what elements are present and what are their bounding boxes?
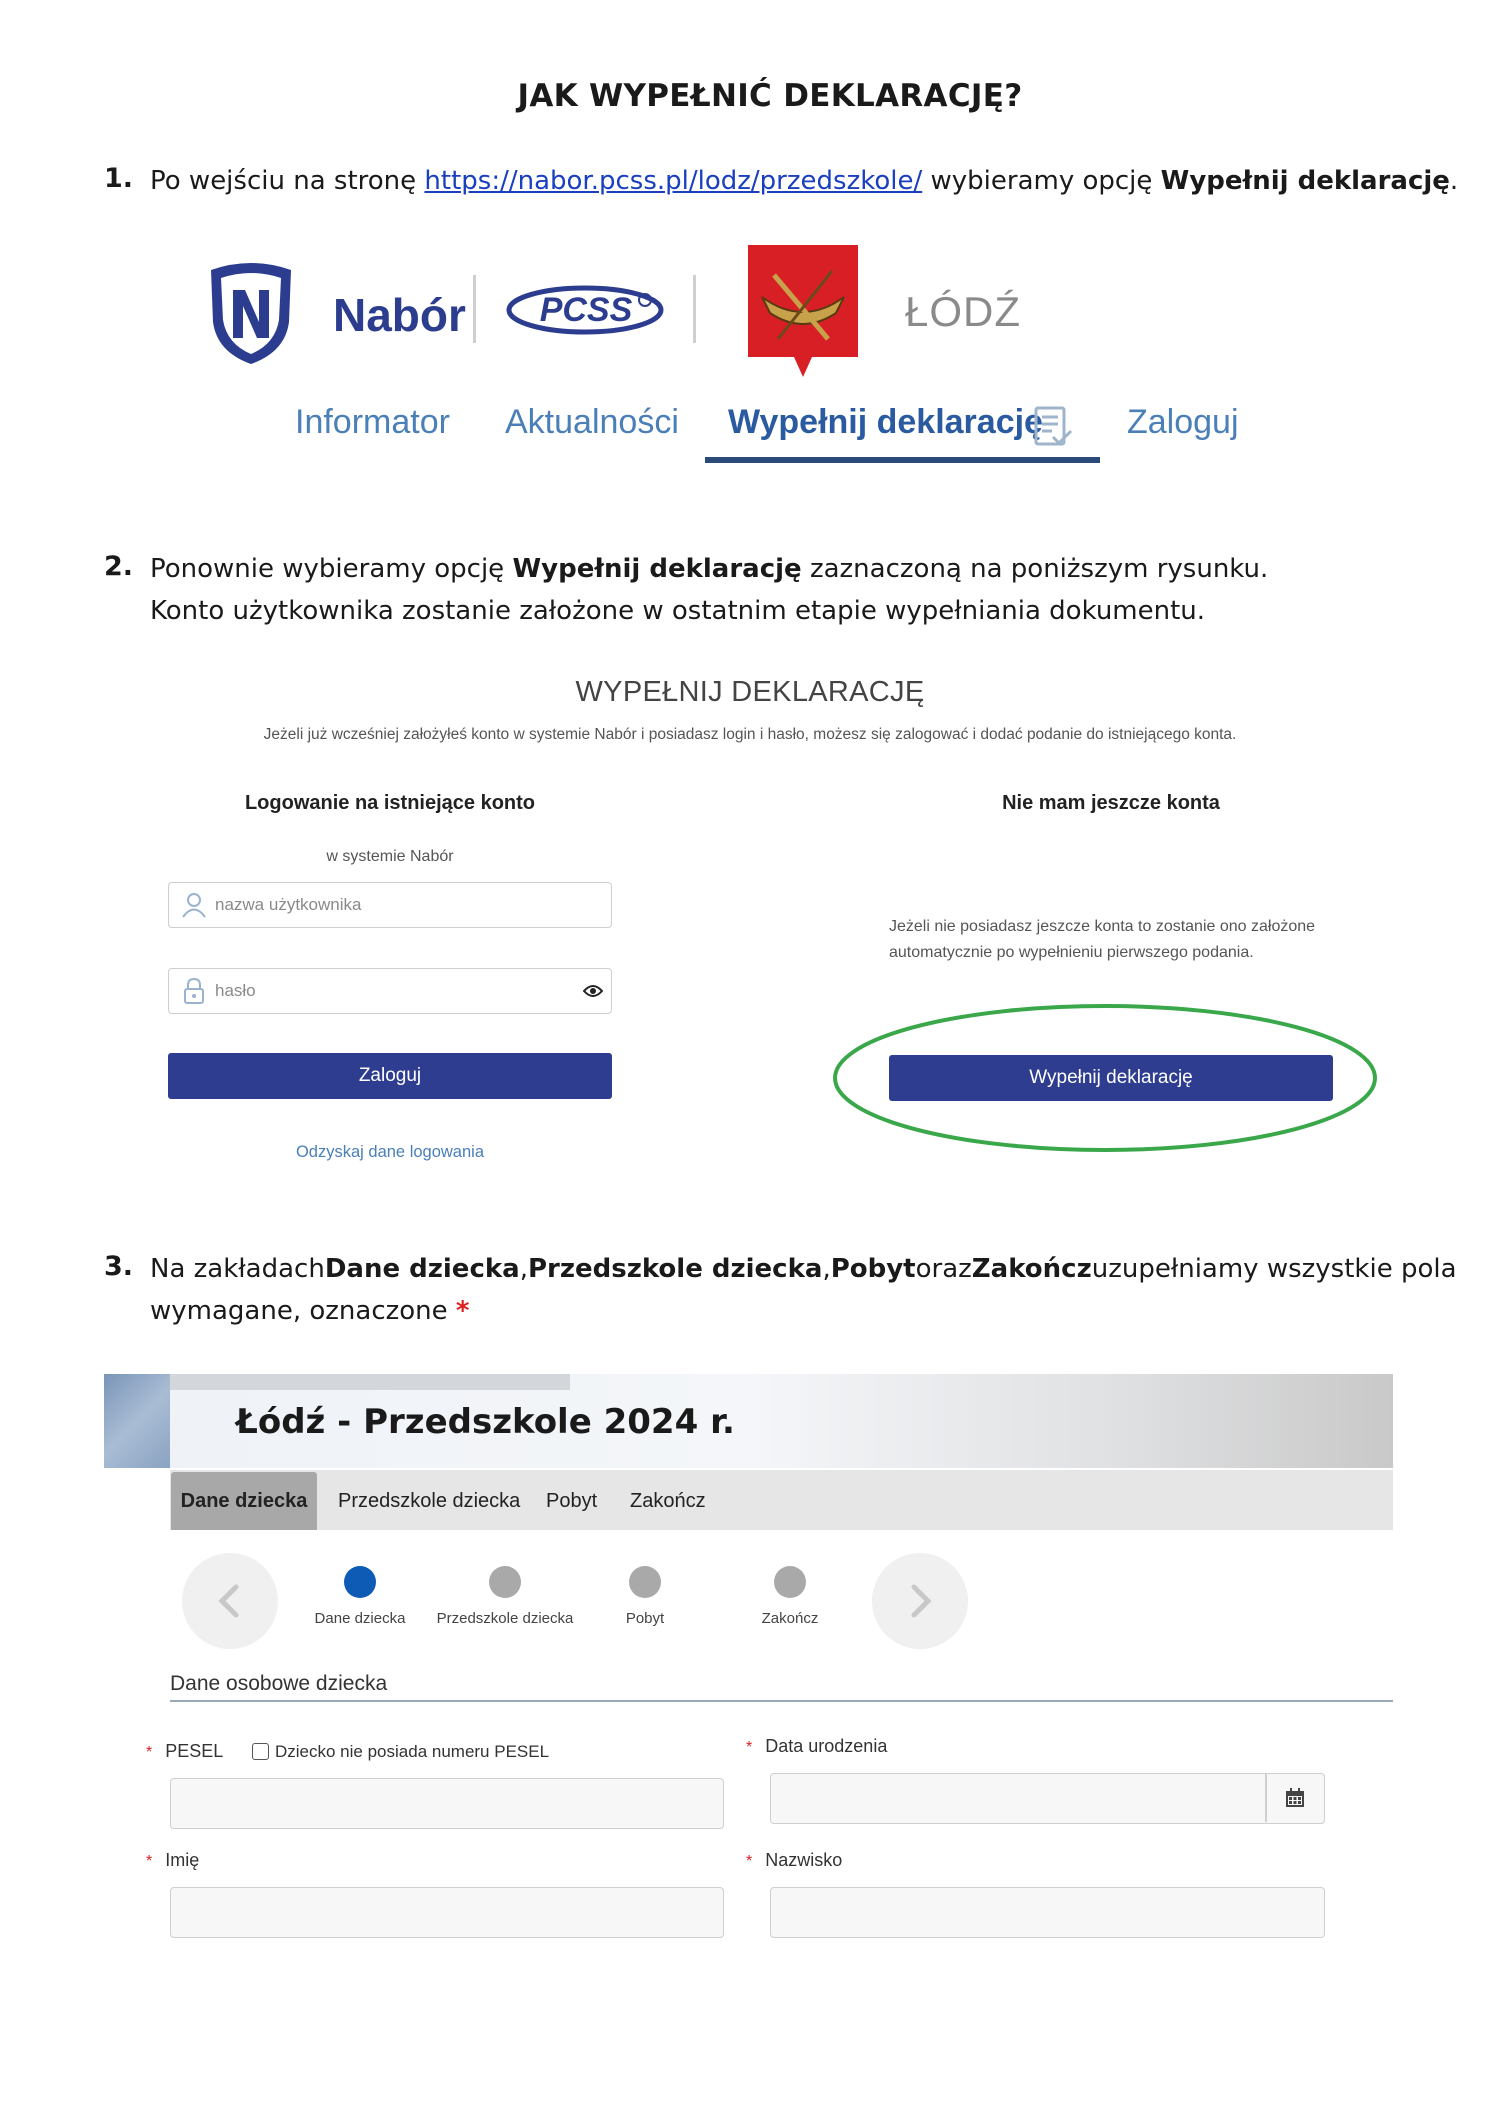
last-name-label-text: Nazwisko — [765, 1850, 843, 1870]
step-dot — [489, 1566, 521, 1598]
birth-date-label-text: Data urodzenia — [765, 1736, 888, 1756]
step-3-sep-1: , — [519, 1254, 528, 1284]
chevron-left-icon — [214, 1583, 244, 1619]
chevron-right-icon — [906, 1583, 936, 1619]
birth-date-input[interactable] — [770, 1773, 1325, 1824]
nav-informator[interactable]: Informator — [295, 403, 450, 441]
no-account-heading: Nie mam jeszcze konta — [1002, 792, 1220, 814]
prev-step-button[interactable] — [182, 1553, 278, 1649]
nav-aktualnosci[interactable]: Aktualności — [505, 403, 679, 441]
section-heading: Dane osobowe dziecka — [170, 1672, 388, 1695]
first-name-label-text: Imię — [165, 1850, 200, 1870]
step-3-bold-2: Przedszkole dziecka — [527, 1254, 823, 1284]
highlight-ellipse — [830, 1000, 1380, 1156]
calendar-divider — [1265, 1774, 1267, 1822]
nav-active-underline — [705, 457, 1100, 463]
form-title: Łódź - Przedszkole 2024 r. — [236, 1402, 735, 1442]
step-3-number: 3. — [104, 1251, 134, 1282]
next-step-button[interactable] — [872, 1553, 968, 1649]
document-title: JAK WYPEŁNIĆ DEKLARACJĘ? — [517, 78, 1023, 114]
password-placeholder: hasło — [215, 981, 256, 1000]
fill-declaration-button[interactable]: Wypełnij deklarację — [889, 1055, 1333, 1101]
step-3-line-1 — [150, 1248, 1457, 1290]
step-label: Dane dziecka — [314, 1610, 406, 1627]
form-tabbar — [170, 1470, 1393, 1530]
step-3-line-2-text: wymagane, oznaczone — [150, 1296, 448, 1326]
step-1-mid: wybieramy opcję — [930, 166, 1153, 196]
step-3-mid: oraz — [915, 1254, 972, 1284]
step-przedszkole-dziecka[interactable] — [420, 1566, 590, 1646]
eye-icon[interactable] — [583, 984, 603, 998]
login-button[interactable]: Zaloguj — [168, 1053, 612, 1099]
pcss-text: PCSS — [539, 291, 633, 329]
step-1-number: 1. — [104, 163, 134, 194]
nabor-logo-icon — [205, 260, 297, 366]
step-dot — [774, 1566, 806, 1598]
login-mock-subtitle: Jeżeli już wcześniej założyłeś konto w systemie Nabór i posiadasz login i hasło, możesz się zalogować i dodać podanie do istniejącego konta. — [263, 726, 1237, 743]
pcss-logo-icon — [505, 283, 667, 337]
step-2-line-1 — [150, 548, 1268, 590]
step-dot — [344, 1566, 376, 1598]
step-3-pre: Na zakładach — [150, 1254, 325, 1284]
login-existing-heading: Logowanie na istniejące konto — [244, 792, 536, 814]
login-existing-sub: w systemie Nabór — [326, 848, 454, 865]
lock-icon — [183, 977, 205, 1005]
site-header-mock — [205, 255, 1285, 475]
city-name: ŁÓDŹ — [905, 288, 1022, 335]
step-1-pre: Po wejściu na stronę — [150, 166, 417, 196]
tab-zakoncz[interactable]: Zakończ — [630, 1490, 706, 1512]
city-crest-icon — [748, 245, 858, 377]
tab-przedszkole-dziecka[interactable]: Przedszkole dziecka — [338, 1490, 521, 1512]
form-banner — [104, 1374, 1393, 1468]
last-name-input[interactable] — [770, 1887, 1325, 1938]
username-input[interactable] — [168, 882, 612, 928]
required-asterisk: * — [455, 1296, 470, 1326]
step-2-post: zaznaczoną na poniższym rysunku. — [809, 554, 1269, 584]
banner-image — [104, 1374, 170, 1468]
step-1-text — [150, 160, 1458, 202]
step-1-end: . — [1449, 166, 1459, 196]
recover-login-link[interactable]: Odzyskaj dane logowania — [295, 1143, 485, 1161]
pesel-input[interactable] — [170, 1778, 724, 1829]
required-mark: * — [746, 1739, 753, 1756]
step-3-line-2 — [150, 1290, 470, 1332]
nav-wypelnij-deklaracje[interactable]: Wypełnij deklarację — [728, 403, 1043, 441]
no-pesel-checkbox[interactable] — [252, 1743, 269, 1760]
header-divider — [473, 275, 476, 343]
header-divider-2 — [693, 275, 696, 343]
login-mock-title: WYPEŁNIJ DEKLARACJĘ — [575, 676, 925, 708]
step-3-post: uzupełniamy wszystkie pola — [1091, 1254, 1457, 1284]
step-dot — [629, 1566, 661, 1598]
tab-pobyt[interactable]: Pobyt — [546, 1490, 598, 1512]
required-mark: * — [746, 1853, 753, 1870]
birth-date-label — [746, 1736, 887, 1757]
step-3-bold-4: Zakończ — [971, 1254, 1092, 1284]
last-name-label — [746, 1850, 842, 1871]
no-account-info-1: Jeżeli nie posiadasz jeszcze konta to zostanie ono założone — [889, 918, 1316, 935]
nabor-url-link[interactable]: https://nabor.pcss.pl/lodz/przedszkole/ — [424, 166, 923, 196]
nav-zaloguj[interactable]: Zaloguj — [1127, 403, 1239, 441]
brand-name: Nabór — [333, 289, 466, 341]
step-2-line-2: Konto użytkownika zostanie założone w ostatnim etapie wypełniania dokumentu. — [150, 596, 1206, 626]
step-3-bold-1: Dane dziecka — [324, 1254, 520, 1284]
calendar-icon[interactable] — [1285, 1788, 1305, 1808]
banner-strip — [170, 1374, 570, 1390]
step-label: Pobyt — [625, 1610, 665, 1627]
step-pobyt[interactable] — [580, 1566, 710, 1646]
step-2-pre: Ponownie wybieramy opcję — [150, 554, 505, 584]
step-3-sep-2: , — [822, 1254, 831, 1284]
step-1-bold: Wypełnij deklarację — [1160, 166, 1450, 196]
no-pesel-label: Dziecko nie posiada numeru PESEL — [275, 1742, 550, 1761]
required-mark: * — [146, 1853, 153, 1870]
step-2-bold: Wypełnij deklarację — [512, 554, 802, 584]
step-zakoncz[interactable] — [725, 1566, 855, 1646]
section-divider — [170, 1700, 1393, 1702]
username-placeholder: nazwa użytkownika — [215, 895, 362, 914]
step-3-bold-3: Pobyt — [830, 1254, 916, 1284]
user-icon — [181, 892, 207, 918]
step-label: Zakończ — [761, 1610, 819, 1627]
pesel-label-text: PESEL — [165, 1741, 224, 1761]
document-check-icon — [1033, 405, 1073, 449]
no-account-info-2: automatycznie po wypełnieniu pierwszego podania. — [889, 944, 1254, 961]
step-dane-dziecka[interactable] — [290, 1566, 430, 1646]
first-name-input[interactable] — [170, 1887, 724, 1938]
pesel-label — [146, 1741, 223, 1762]
password-input[interactable] — [168, 968, 612, 1014]
tab-dane-dziecka[interactable]: Dane dziecka — [171, 1472, 317, 1530]
step-label: Przedszkole dziecka — [436, 1610, 574, 1627]
required-mark: * — [146, 1744, 153, 1761]
step-2-number: 2. — [104, 551, 134, 582]
first-name-label — [146, 1850, 199, 1871]
